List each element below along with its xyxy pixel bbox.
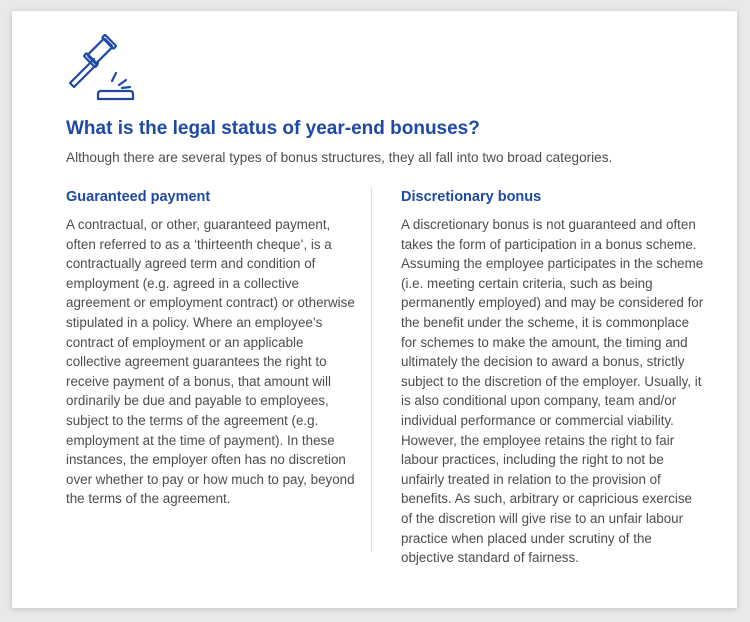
discretionary-bonus-body: A discretionary bonus is not guaranteed and often takes the form of participation in a bonus scheme. Assuming the employee participates in the scheme (i.e. meeting certain criteria, such as being permanently employed) and may be considered for the benefit under the scheme, it is commonplace for schemes to make the amount, the timing and ultimately the decision to award a bonus, strictly subject to the discretion of the employer. Usually, it is also conditional upon company, team and/or individual performance or commercial viability. However, the employee retains the right to fair labour practices, including the right to not be unfairly treated in relation to the provision of benefits. As such, arbitrary or capricious exercise of the discretion will give rise to an unfair labour practice when placed under scrutiny of the objective standard of fairness. bbox=[401, 217, 704, 566]
guaranteed-payment-body: A contractual, or other, guaranteed payment, often referred to as a ‘thirteenth cheque’, is a contractually agreed term and condition of employment (e.g. agreed in a collective agreement or employment contract) or otherwise stipulated in a policy. Where an employee’s contract of employment or an applicable collective agreement guarantees the right to receive payment of a bonus, that amount will ordinarily be due and payable to employees, subject to the terms of the agreement (e.g. employment at the time of payment). In these instances, the employer often has no discretion over whether to pay or how much to pay, beyond the terms of the agreement. bbox=[66, 217, 355, 507]
content-card bbox=[12, 11, 737, 608]
gavel-icon bbox=[64, 33, 136, 105]
intro-text: Although there are several types of bonus structures, they all fall into two broad categories. bbox=[66, 150, 613, 165]
guaranteed-payment-heading: Guaranteed payment bbox=[66, 189, 211, 205]
column-divider bbox=[371, 187, 372, 552]
discretionary-bonus-heading: Discretionary bonus bbox=[401, 189, 542, 205]
discretionary-bonus-column bbox=[401, 189, 706, 568]
page-title: What is the legal status of year-end bonuses? bbox=[66, 118, 480, 139]
guaranteed-payment-column bbox=[66, 189, 358, 509]
